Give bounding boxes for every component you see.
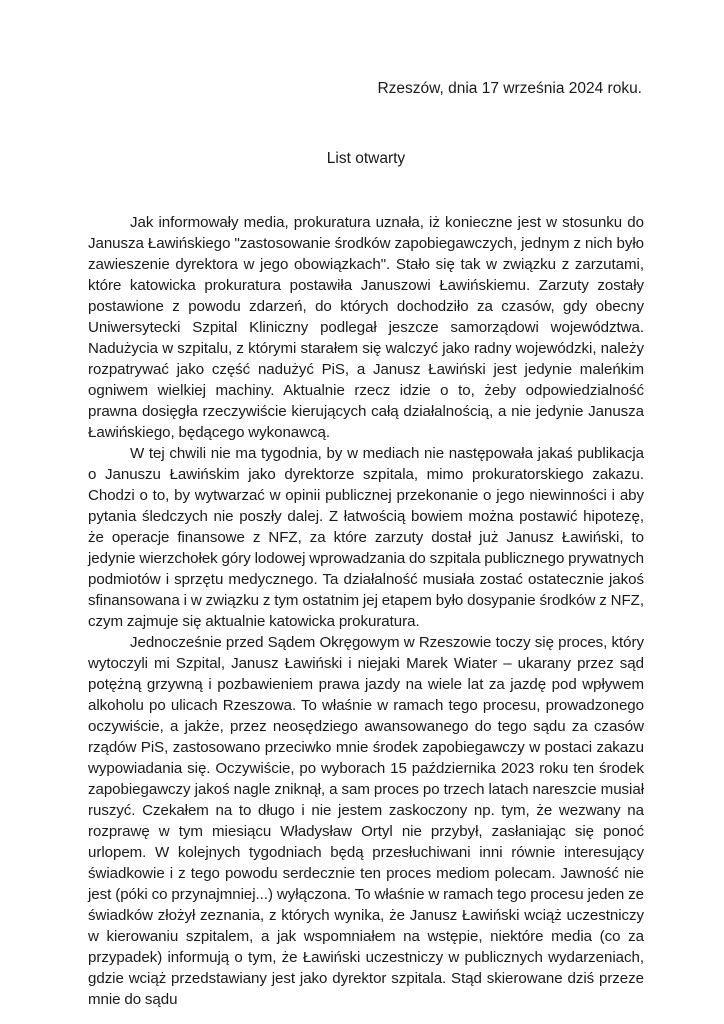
paragraph-2: W tej chwili nie ma tygodnia, by w mediach nie następowała jakaś publikacja o Januszu Ławińskim jako dyrektorze szpitala, mimo prokuratorskiego zakazu. Chodzi o to, by wytwarzać w opinii publicznej przekonanie o jego niewinności i aby pytania śledczych nie poszły dalej. Z łatwością bowiem można postawić hipotezę, że operacje finansowe z NFZ, za które zarzuty dostał już Janusz Ławiński, to jedynie wierzchołek góry lodowej wprowadzania do szpitala publicznego prywatnych podmiotów i sprzętu medycznego. Ta działalność musiała zostać ostatecznie jakoś sfinansowana i w związku z tym ostatnim jej etapem było dosypanie środków z NFZ, czym zajmuje się aktualnie katowicka prokuratura.	[88, 445, 644, 630]
paragraph-3: Jednocześnie przed Sądem Okręgowym w Rzeszowie toczy się proces, który wytoczyli mi Szpital, Janusz Ławiński i niejaki Marek Wiater – ukarany przez sąd potężną grzywną i pozbawieniem prawa jazdy na wiele lat za jazdę pod wpływem alkoholu po ulicach Rzeszowa. To właśnie w ramach tego procesu, prowadzonego oczywiście, a jakże, przez neosędziego awansowanego do tego sądu za czasów rządów PiS, zastosowano przeciwko mnie środek zapobiegawczy w postaci zakazu wypowiadania się. Oczywiście, po wyborach 15 października 2023 roku ten środek zapobiegawczy jakoś nagle zniknął, a sam proces po trzech latach nareszcie musiał ruszyć. Czekałem na to długo i nie jestem zaskoczony np. tym, że wezwany na rozprawę w tym miesiącu Władysław Ortyl nie przybył, zasłaniając się ponoć urlopem. W kolejnych tygodniach będą przesłuchiwani inni równie interesujący świadkowie i z tego powodu serdecznie ten proces mediom polecam. Jawność nie jest (póki co przynajmniej...) wyłączona. To właśnie w ramach tego procesu jeden ze świadków złożył zeznania, z których wynika, że Janusz Ławiński wciąż uczestniczy w kierowaniu szpitalem, a jak wspomniałem na wstępie, niektóre media (co za przypadek) informują o tym, że Ławiński uczestniczy w publicznych wydarzeniach, gdzie wciąż przedstawiany jest jako dyrektor szpitala. Stąd skierowane dziś przeze mnie do sądu	[88, 634, 644, 1008]
date-line: Rzeszów, dnia 17 września 2024 roku.	[377, 80, 642, 97]
letter-title: List otwarty	[326, 150, 406, 167]
paragraph-1: Jak informowały media, prokuratura uznała, iż konieczne jest w stosunku do Janusza Ławińskiego "zastosowanie środków zapobiegawczych, jednym z nich było zawieszenie dyrektora w jego obowiązkach". Stało się tak w związku z zarzutami, które katowicka prokuratura postawiła Januszowi Ławińskiemu. Zarzuty zostały postawione z powodu zdarzeń, do których dochodziło za czasów, gdy obecny Uniwersytecki Szpital Kliniczny podlegał jeszcze samorządowi województwa. Nadużycia w szpitalu, z którymi starałem się walczyć jako radny wojewódzki, należy rozpatrywać jako część nadużyć PiS, a Janusz Ławiński jest jedynie maleńkim ogniwem wielkiej machiny. Aktualnie rzecz idzie o to, żeby odpowiedzialność prawna dosięgła rzeczywiście kierujących całą działalnością, a nie jedynie Janusza Ławińskiego, będącego wykonawcą.	[88, 214, 644, 441]
letter-body	[88, 212, 644, 1010]
